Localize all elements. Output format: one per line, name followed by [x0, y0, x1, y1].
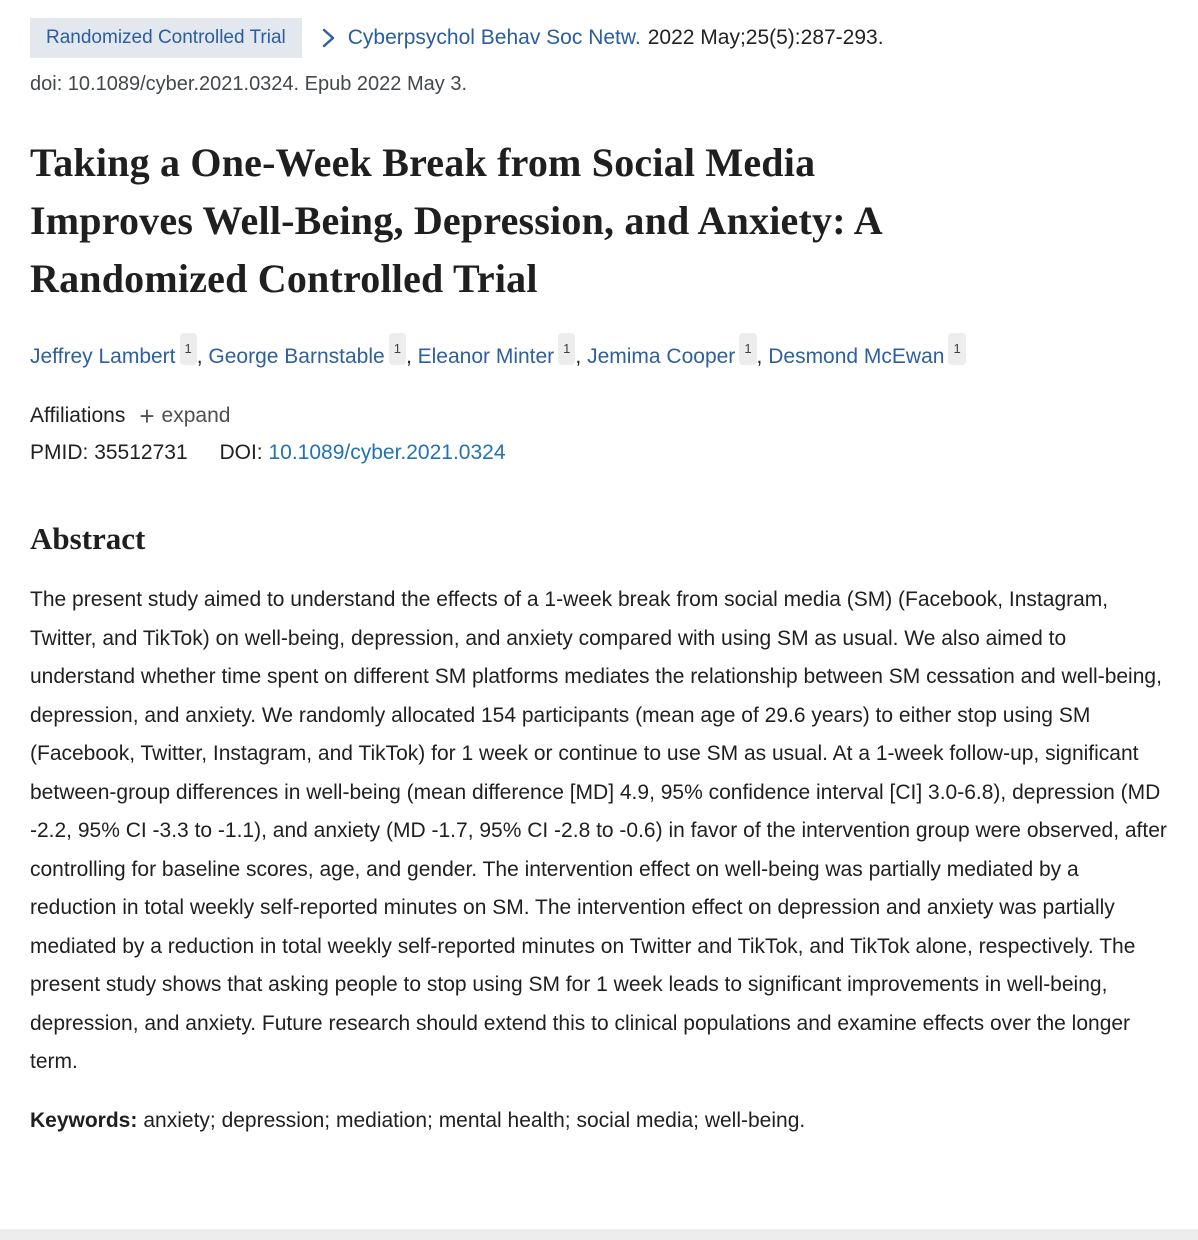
affiliations-row: [30, 401, 1168, 431]
author-separator: ,: [756, 345, 769, 368]
publication-meta-row: [30, 18, 1168, 58]
identifiers-row: [30, 441, 1168, 465]
keywords-line: [30, 1102, 1168, 1140]
author-link[interactable]: Desmond McEwan: [768, 345, 945, 368]
chevron-right-icon: [318, 26, 338, 50]
author-link[interactable]: George Barnstable: [208, 345, 385, 368]
author: [417, 341, 588, 368]
author: [587, 341, 769, 368]
author: [30, 341, 209, 368]
pmid-value: 35512731: [94, 441, 188, 464]
author: [768, 341, 965, 368]
author-separator: ,: [196, 345, 209, 368]
keywords-label: Keywords:: [30, 1108, 138, 1132]
abstract-text: The present study aimed to understand the effects of a 1-week break from social media (SM) (Facebook, Instagram, Twitter, and TikTok) on well-being, depression, and anxiety compared with using SM as usual. We also aimed to understand whether time spent on different SM platforms mediates the relationship between SM cessation and well-being, depression, and anxiety. We randomly allocated 154 participants (mean age of 29.6 years) to either stop using SM (Facebook, Twitter, Instagram, and TikTok) for 1 week or continue to use SM as usual. At a 1-week follow-up, significant between-group differences in well-being (mean difference [MD] 4.9, 95% confidence interval [CI] 3.0-6.8), depression (MD -2.2, 95% CI -3.3 to -1.1), and anxiety (MD -1.7, 95% CI -2.8 to -0.6) in favor of the intervention group were observed, after controlling for baseline scores, age, and gender. The intervention effect on well-being was partially mediated by a reduction in total weekly self-reported minutes on SM. The intervention effect on depression and anxiety was partially mediated by a reduction in total weekly self-reported minutes on Twitter and TikTok, and TikTok alone, respectively. The present study shows that asking people to stop using SM for 1 week leads to significant improvements in well-being, depression, and anxiety. Future research should extend this to clinical populations and examine effects over the longer term.: [30, 588, 1167, 1073]
plus-icon: +: [139, 401, 155, 431]
article-title-line: Randomized Controlled Trial: [30, 256, 538, 301]
doi-label: DOI:: [219, 441, 263, 464]
author-affiliation-sup[interactable]: 1: [948, 333, 965, 365]
abstract-heading: Abstract: [30, 521, 146, 556]
section-divider: [0, 1229, 1198, 1240]
author-affiliation-sup[interactable]: 1: [389, 333, 406, 365]
affiliations-label: Affiliations: [30, 404, 126, 427]
article-title-line: Improves Well-Being, Depression, and Anxiety: A: [30, 198, 883, 243]
publication-type-badge[interactable]: Randomized Controlled Trial: [30, 18, 302, 58]
keywords-text: anxiety; depression; mediation; mental health; social media; well-being.: [143, 1108, 806, 1132]
affiliations-expand-button[interactable]: [139, 401, 231, 431]
author-separator: ,: [575, 345, 588, 368]
author-link[interactable]: Eleanor Minter: [417, 345, 555, 368]
article-title-line: Taking a One-Week Break from Social Media: [30, 140, 816, 185]
author-affiliation-sup[interactable]: 1: [180, 333, 197, 365]
citation-text: 2022 May;25(5):287-293.: [647, 26, 884, 49]
authors-line: [30, 342, 1168, 375]
journal-link[interactable]: Cyberpsychol Behav Soc Netw.: [347, 26, 641, 49]
author: [208, 341, 418, 368]
author-separator: ,: [405, 345, 418, 368]
author-affiliation-sup[interactable]: 1: [558, 333, 575, 365]
article-title: [30, 134, 1168, 308]
author-link[interactable]: Jemima Cooper: [587, 345, 736, 368]
expand-label: expand: [161, 404, 231, 427]
author-affiliation-sup[interactable]: 1: [739, 333, 756, 365]
doi-epub-line: doi: 10.1089/cyber.2021.0324. Epub 2022 May 3.: [30, 73, 468, 95]
pmid-label: PMID:: [30, 441, 89, 464]
author-link[interactable]: Jeffrey Lambert: [30, 345, 176, 368]
doi-link[interactable]: 10.1089/cyber.2021.0324: [268, 441, 506, 464]
